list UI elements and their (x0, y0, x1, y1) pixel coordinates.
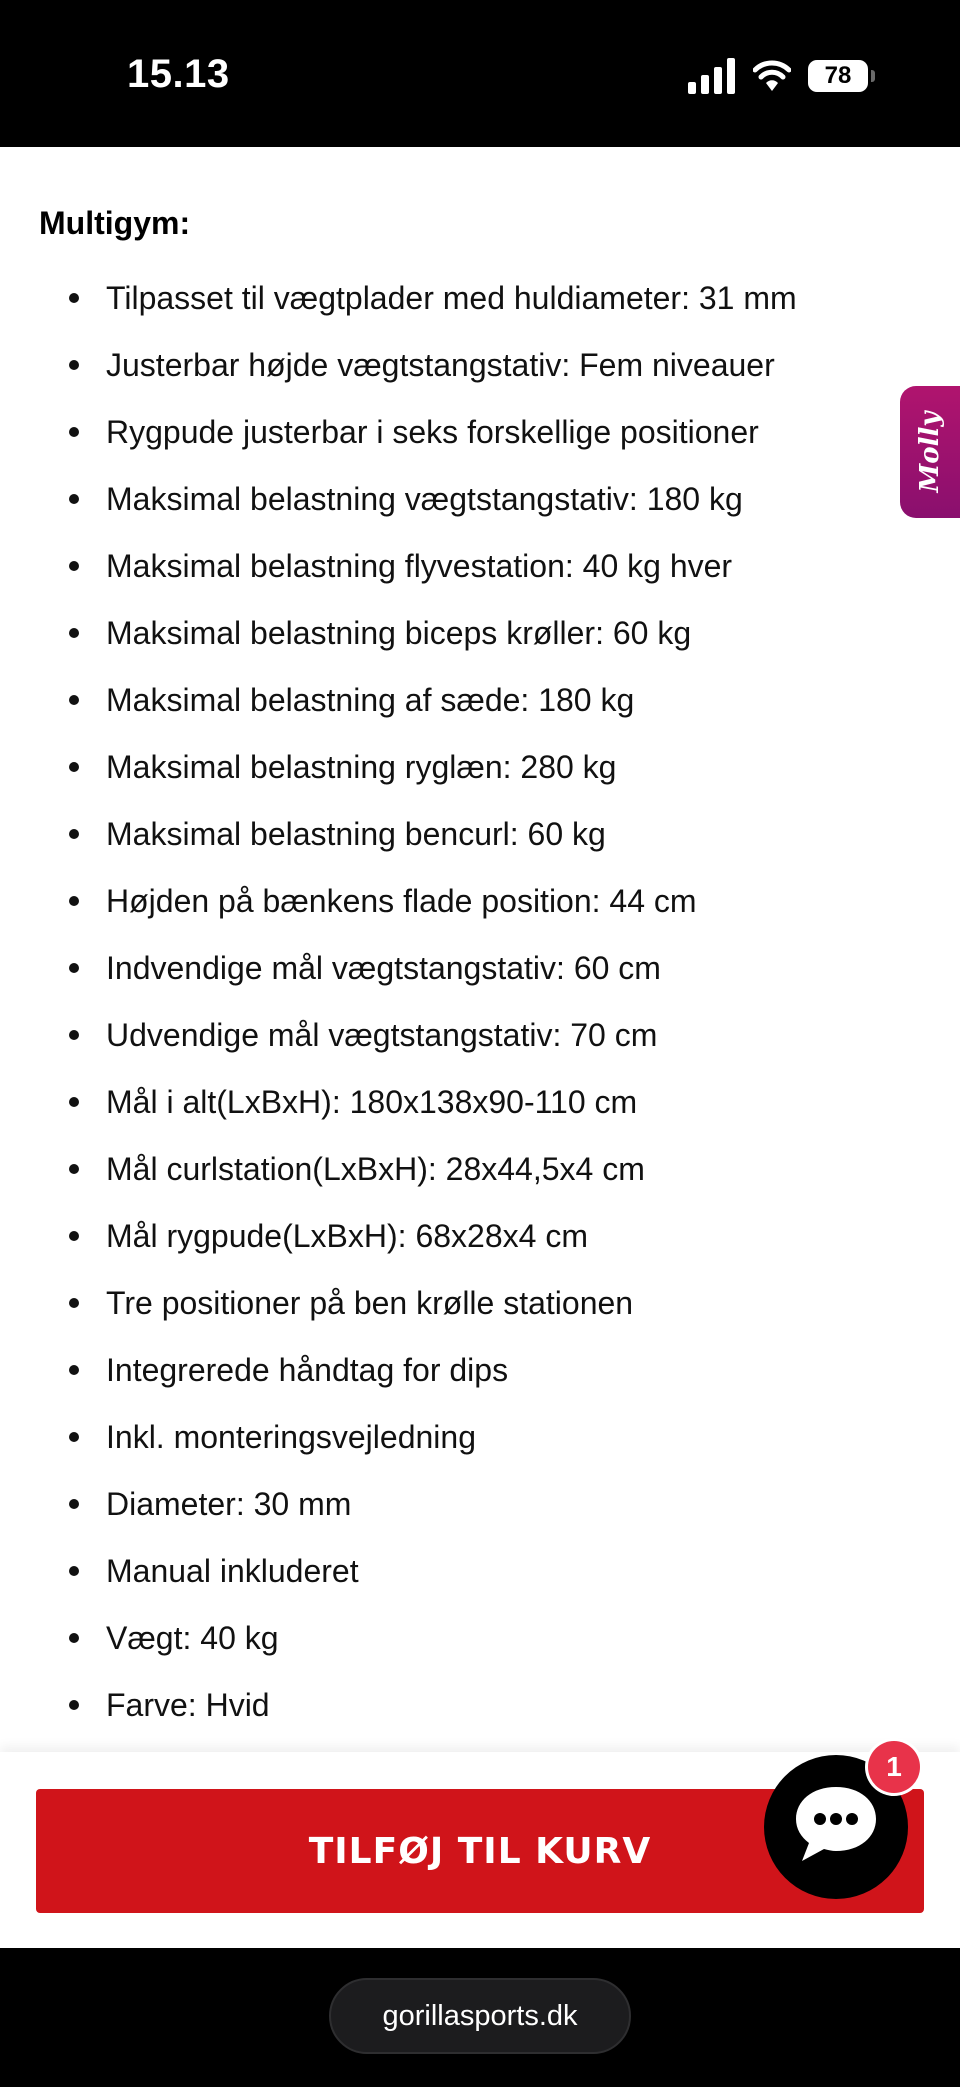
battery-icon (808, 60, 868, 92)
spec-item-text: Maksimal belastning ryglæn: 280 kg (106, 749, 617, 785)
bullet-icon (69, 1566, 79, 1576)
spec-item-text: Maksimal belastning flyvestation: 40 kg hver (106, 548, 733, 584)
bullet-icon (69, 628, 79, 638)
spec-item-text: Mål i alt(LxBxH): 180x138x90-110 cm (106, 1084, 638, 1120)
spec-list-item (0, 868, 797, 935)
spec-item-text: Mål rygpude(LxBxH): 68x28x4 cm (106, 1218, 588, 1254)
bullet-icon (69, 1432, 79, 1442)
section-heading: Multigym: (39, 205, 191, 241)
spec-list (0, 265, 797, 1739)
spec-item-text: Maksimal belastning af sæde: 180 kg (106, 682, 635, 718)
spec-item-text: Maksimal belastning bencurl: 60 kg (106, 816, 606, 852)
spec-list-item (0, 1337, 797, 1404)
spec-item-text: Farve: Hvid (106, 1687, 270, 1723)
bullet-icon (69, 762, 79, 772)
spec-item-text: Inkl. monteringsvejledning (106, 1419, 476, 1455)
spec-item-text: Rygpude justerbar i seks forskellige positioner (106, 414, 759, 450)
spec-list-item (0, 1538, 797, 1605)
url-field[interactable]: gorillasports.dk (329, 1978, 631, 2054)
spec-list-item (0, 1002, 797, 1069)
bullet-icon (69, 963, 79, 973)
bullet-icon (69, 561, 79, 571)
add-to-cart-button[interactable]: TILFØJ TIL KURV (36, 1789, 924, 1913)
battery-nub (871, 70, 875, 82)
spec-item-text: Integrerede håndtag for dips (106, 1352, 509, 1388)
status-time: 15.13 (127, 52, 230, 96)
bullet-icon (69, 1365, 79, 1375)
bullet-icon (69, 1499, 79, 1509)
bullet-icon (69, 427, 79, 437)
battery-level: 78 (824, 62, 852, 89)
spec-list-item (0, 667, 797, 734)
spec-list-item (0, 801, 797, 868)
spec-list-item (0, 1136, 797, 1203)
spec-list-item (0, 935, 797, 1002)
bullet-icon (69, 494, 79, 504)
signal-icon (688, 58, 736, 94)
spec-list-item (0, 1404, 797, 1471)
spec-list-item (0, 1203, 797, 1270)
status-bar (0, 0, 960, 147)
spec-list-item (0, 1069, 797, 1136)
wifi-icon (753, 58, 791, 92)
spec-list-item (0, 265, 797, 332)
spec-list-item (0, 1471, 797, 1538)
browser-bar (0, 1948, 960, 2087)
spec-list-item (0, 399, 797, 466)
spec-item-text: Manual inkluderet (106, 1553, 359, 1589)
bullet-icon (69, 1231, 79, 1241)
spec-list-item (0, 332, 797, 399)
spec-item-text: Justerbar højde vægtstangstativ: Fem niveauer (106, 347, 775, 383)
bullet-icon (69, 1633, 79, 1643)
spec-item-text: Udvendige mål vægtstangstativ: 70 cm (106, 1017, 658, 1053)
spec-list-item (0, 466, 797, 533)
chat-notification-badge: 1 (868, 1741, 920, 1793)
spec-list-item (0, 600, 797, 667)
molly-tab-label: Molly (915, 411, 945, 493)
bullet-icon (69, 1700, 79, 1710)
bullet-icon (69, 1164, 79, 1174)
bullet-icon (69, 1097, 79, 1107)
spec-item-text: Diameter: 30 mm (106, 1486, 352, 1522)
bullet-icon (69, 695, 79, 705)
bullet-icon (69, 293, 79, 303)
spec-item-text: Maksimal belastning biceps krøller: 60 kg (106, 615, 692, 651)
spec-item-text: Mål curlstation(LxBxH): 28x44,5x4 cm (106, 1151, 645, 1187)
bullet-icon (69, 360, 79, 370)
bullet-icon (69, 829, 79, 839)
spec-list-item (0, 1672, 797, 1739)
spec-list-item (0, 734, 797, 801)
spec-item-text: Indvendige mål vægtstangstativ: 60 cm (106, 950, 661, 986)
spec-item-text: Tilpasset til vægtplader med huldiameter: 31 mm (106, 280, 797, 316)
bullet-icon (69, 896, 79, 906)
spec-list-item (0, 1270, 797, 1337)
molly-assistant-tab[interactable] (900, 386, 960, 518)
spec-item-text: Højden på bænkens flade position: 44 cm (106, 883, 697, 919)
bullet-icon (69, 1030, 79, 1040)
spec-item-text: Tre positioner på ben krølle stationen (106, 1285, 634, 1321)
spec-list-item (0, 1605, 797, 1672)
spec-list-item (0, 533, 797, 600)
bullet-icon (69, 1298, 79, 1308)
spec-item-text: Vægt: 40 kg (106, 1620, 279, 1656)
spec-item-text: Maksimal belastning vægtstangstativ: 180 kg (106, 481, 743, 517)
chat-bubble-icon (792, 1785, 880, 1865)
